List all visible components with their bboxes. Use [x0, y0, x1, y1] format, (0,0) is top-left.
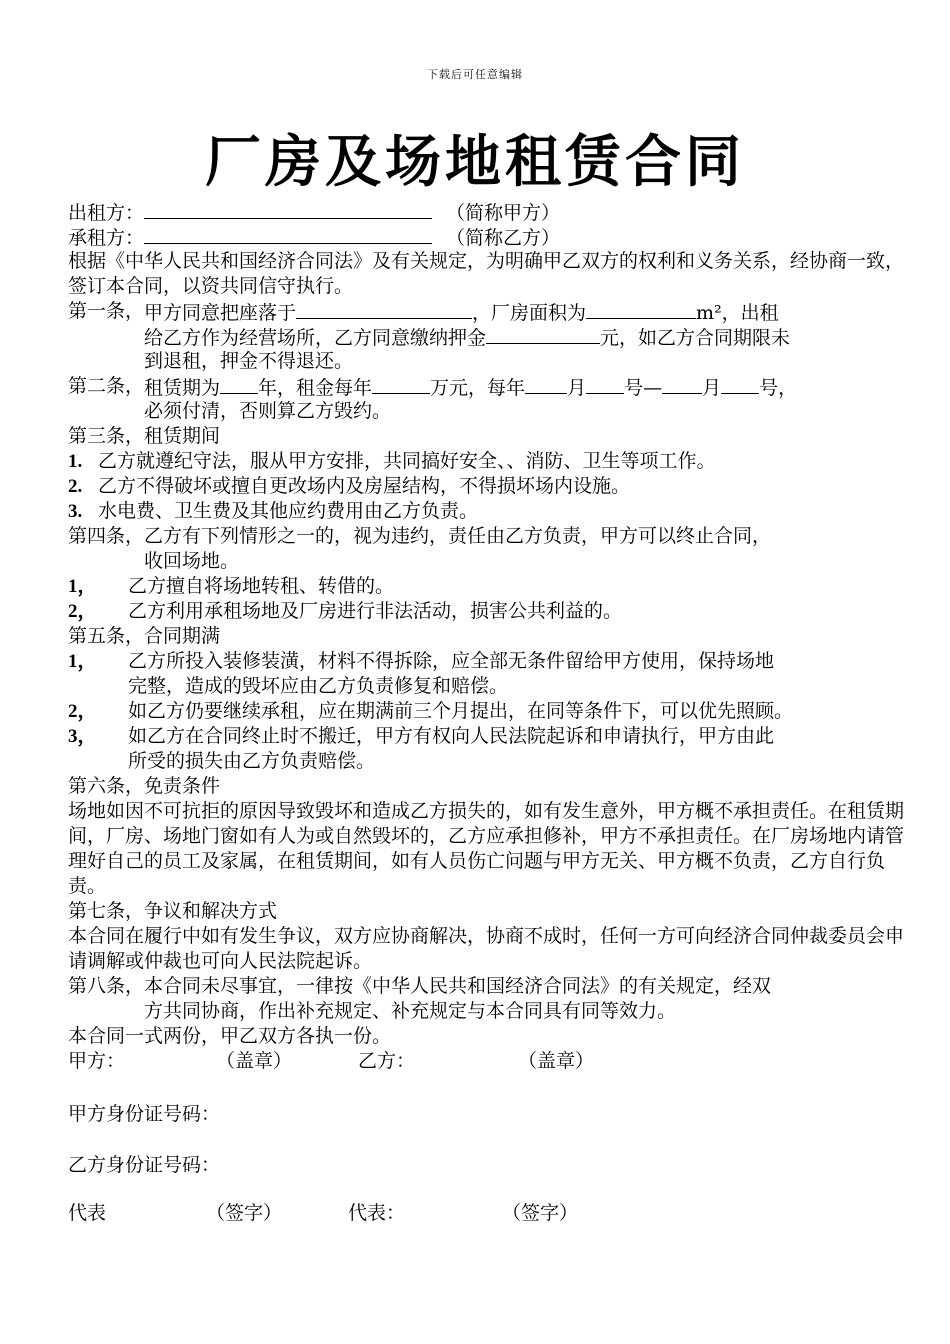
item-number: 1，: [68, 651, 97, 672]
item-text: 如乙方仍要继续承租，应在期满前三个月提出，在同等条件下，可以优先照顾。: [128, 700, 794, 722]
article-8: [68, 974, 908, 1024]
article-6-heading: 第六条，免责条件: [68, 775, 221, 797]
item-number: 2.: [68, 476, 83, 497]
item-number: 2，: [68, 601, 97, 622]
article-8-text: 本合同未尽事宜，一律按《中华人民共和国经济合同法》的有关规定，经双: [144, 975, 772, 997]
article-2-text: 年，租金每年: [258, 377, 373, 399]
location-blank[interactable]: [296, 299, 472, 319]
article-2: [68, 374, 908, 424]
lessee-label: 承租方：: [68, 227, 145, 249]
lessor-suffix: （简称甲方）: [446, 202, 561, 224]
day-blank[interactable]: [721, 374, 759, 394]
list-item: [68, 449, 908, 474]
item-text: 所受的损失由乙方负责赔偿。: [128, 750, 376, 772]
item-number: 3.: [68, 501, 83, 522]
article-8-label: 第八条，: [68, 975, 145, 997]
item-text: 乙方所投入装修装潢，材料不得拆除，应全部无条件留给甲方使用，保持场地: [128, 650, 775, 672]
article-1: [68, 299, 908, 374]
article-1-text: 元，如乙方合同期限未: [600, 327, 791, 349]
lessee-suffix: （简称乙方）: [446, 227, 561, 249]
article-7-body: 本合同在履行中如有发生争议，双方应协商解决，协商不成时，任何一方可向经济合同仲裁委员会申请调解或仲裁也可向人民法院起诉。: [68, 925, 905, 972]
article-4-text: 收回场地。: [144, 550, 240, 572]
article-1-label: 第一条，: [68, 300, 145, 322]
article-7-heading: 第七条，争议和解决方式: [68, 900, 278, 922]
article-2-label: 第二条，: [68, 375, 145, 397]
rent-blank[interactable]: [372, 374, 430, 394]
article-2-text: 月: [567, 377, 587, 399]
term-years-blank[interactable]: [220, 374, 258, 394]
area-blank[interactable]: [586, 299, 696, 319]
day-blank[interactable]: [586, 374, 624, 394]
seal-line: [68, 1049, 908, 1074]
representative-line: [68, 1201, 908, 1226]
item-text: 水电费、卫生费及其他应约费用由乙方负责。: [98, 500, 479, 522]
party-a-label: 甲方：: [68, 1050, 126, 1072]
party-a-signature[interactable]: （签字）: [206, 1202, 283, 1224]
article-1-text: 到退租，押金不得退还。: [144, 350, 354, 372]
list-item: [68, 574, 908, 599]
lessee-line: [68, 224, 908, 249]
copies-statement: 本合同一式两份，甲乙双方各执一份。: [68, 1025, 392, 1047]
item-text: 如乙方在合同终止时不搬迁，甲方有权向人民法院起诉和申请执行，甲方由此: [128, 725, 775, 747]
list-item: [68, 724, 908, 774]
article-2-text: 必须付清，否则算乙方毁约。: [144, 400, 392, 422]
preamble: 根据《中华人民共和国经济合同法》及有关规定，为明确甲乙双方的权利和义务关系，经协商一致，签订本合同，以资共同信守执行。: [68, 250, 905, 297]
article-2-text: 月: [702, 377, 722, 399]
article-1-text: ，厂房面积为: [472, 302, 587, 324]
contract-body: [68, 199, 908, 1226]
party-a-id-label[interactable]: 甲方身份证号码：: [68, 1103, 221, 1125]
item-text: 乙方利用承租场地及厂房进行非法活动，损害公共利益的。: [128, 600, 623, 622]
article-2-text: 万元，每年: [430, 377, 526, 399]
article-1-text: 给乙方作为经营场所，乙方同意缴纳押金: [144, 327, 487, 349]
party-a-seal[interactable]: （盖章）: [216, 1050, 293, 1072]
party-b-representative: 代表：: [348, 1202, 406, 1224]
list-item: [68, 699, 908, 724]
article-2-text: 号，: [759, 377, 798, 399]
item-text: 乙方擅自将场地转租、转借的。: [128, 575, 395, 597]
article-4-text: 乙方有下列情形之一的，视为违约，责任由乙方负责，甲方可以终止合同，: [144, 525, 772, 547]
lessor-blank[interactable]: [144, 199, 432, 219]
article-5-heading: 第五条，合同期满: [68, 625, 221, 647]
article-2-text: 号—: [624, 377, 663, 399]
list-item: [68, 649, 908, 699]
list-item: [68, 474, 908, 499]
article-1-text: m²，出租: [696, 302, 779, 324]
party-b-signature[interactable]: （签字）: [502, 1202, 579, 1224]
deposit-blank[interactable]: [486, 324, 600, 344]
month-blank[interactable]: [525, 374, 567, 394]
article-4-label: 第四条，: [68, 525, 145, 547]
item-number: 1.: [68, 451, 83, 472]
month-blank[interactable]: [662, 374, 702, 394]
list-item: [68, 499, 908, 524]
item-number: 1，: [68, 576, 97, 597]
party-b-label: 乙方：: [358, 1050, 416, 1072]
article-1-text: 甲方同意把座落于: [144, 302, 297, 324]
item-number: 3，: [68, 726, 97, 747]
lessor-label: 出租方：: [68, 202, 145, 224]
item-text: 乙方不得破坏或擅自更改场内及房屋结构，不得损坏场内设施。: [98, 475, 631, 497]
article-2-text: 租赁期为: [144, 377, 221, 399]
article-8-text: 方共同协商，作出补充规定、补充规定与本合同具有同等效力。: [144, 1000, 677, 1022]
lessee-blank[interactable]: [144, 224, 432, 244]
item-text: 乙方就遵纪守法，服从甲方安排，共同搞好安全、、消防、卫生等项工作。: [98, 450, 716, 472]
list-item: [68, 599, 908, 624]
article-6-body: 场地如因不可抗拒的原因导致毁坏和造成乙方损失的，如有发生意外，甲方概不承担责任。在租赁期间，厂房、场地门窗如有人为或自然毁坏的，乙方应承担修补，甲方不承担责任。在厂房场地内请管理好自己的员工及家属，在租赁期间，如有人员伤亡问题与甲方无关、甲方概不负责，乙方自行负责。: [68, 800, 905, 897]
lessor-line: [68, 199, 908, 224]
header-note: 下载后可任意编辑: [427, 68, 523, 81]
document-title: 厂房及场地租赁合同: [205, 129, 745, 195]
article-4: [68, 524, 908, 574]
party-b-id-label[interactable]: 乙方身份证号码：: [68, 1154, 221, 1176]
item-text: 完整，造成的毁坏应由乙方负责修复和赔偿。: [128, 675, 509, 697]
party-b-seal[interactable]: （盖章）: [518, 1050, 595, 1072]
party-a-representative: 代表: [68, 1202, 107, 1224]
article-3-heading: 第三条，租赁期间: [68, 425, 221, 447]
item-number: 2，: [68, 701, 97, 722]
